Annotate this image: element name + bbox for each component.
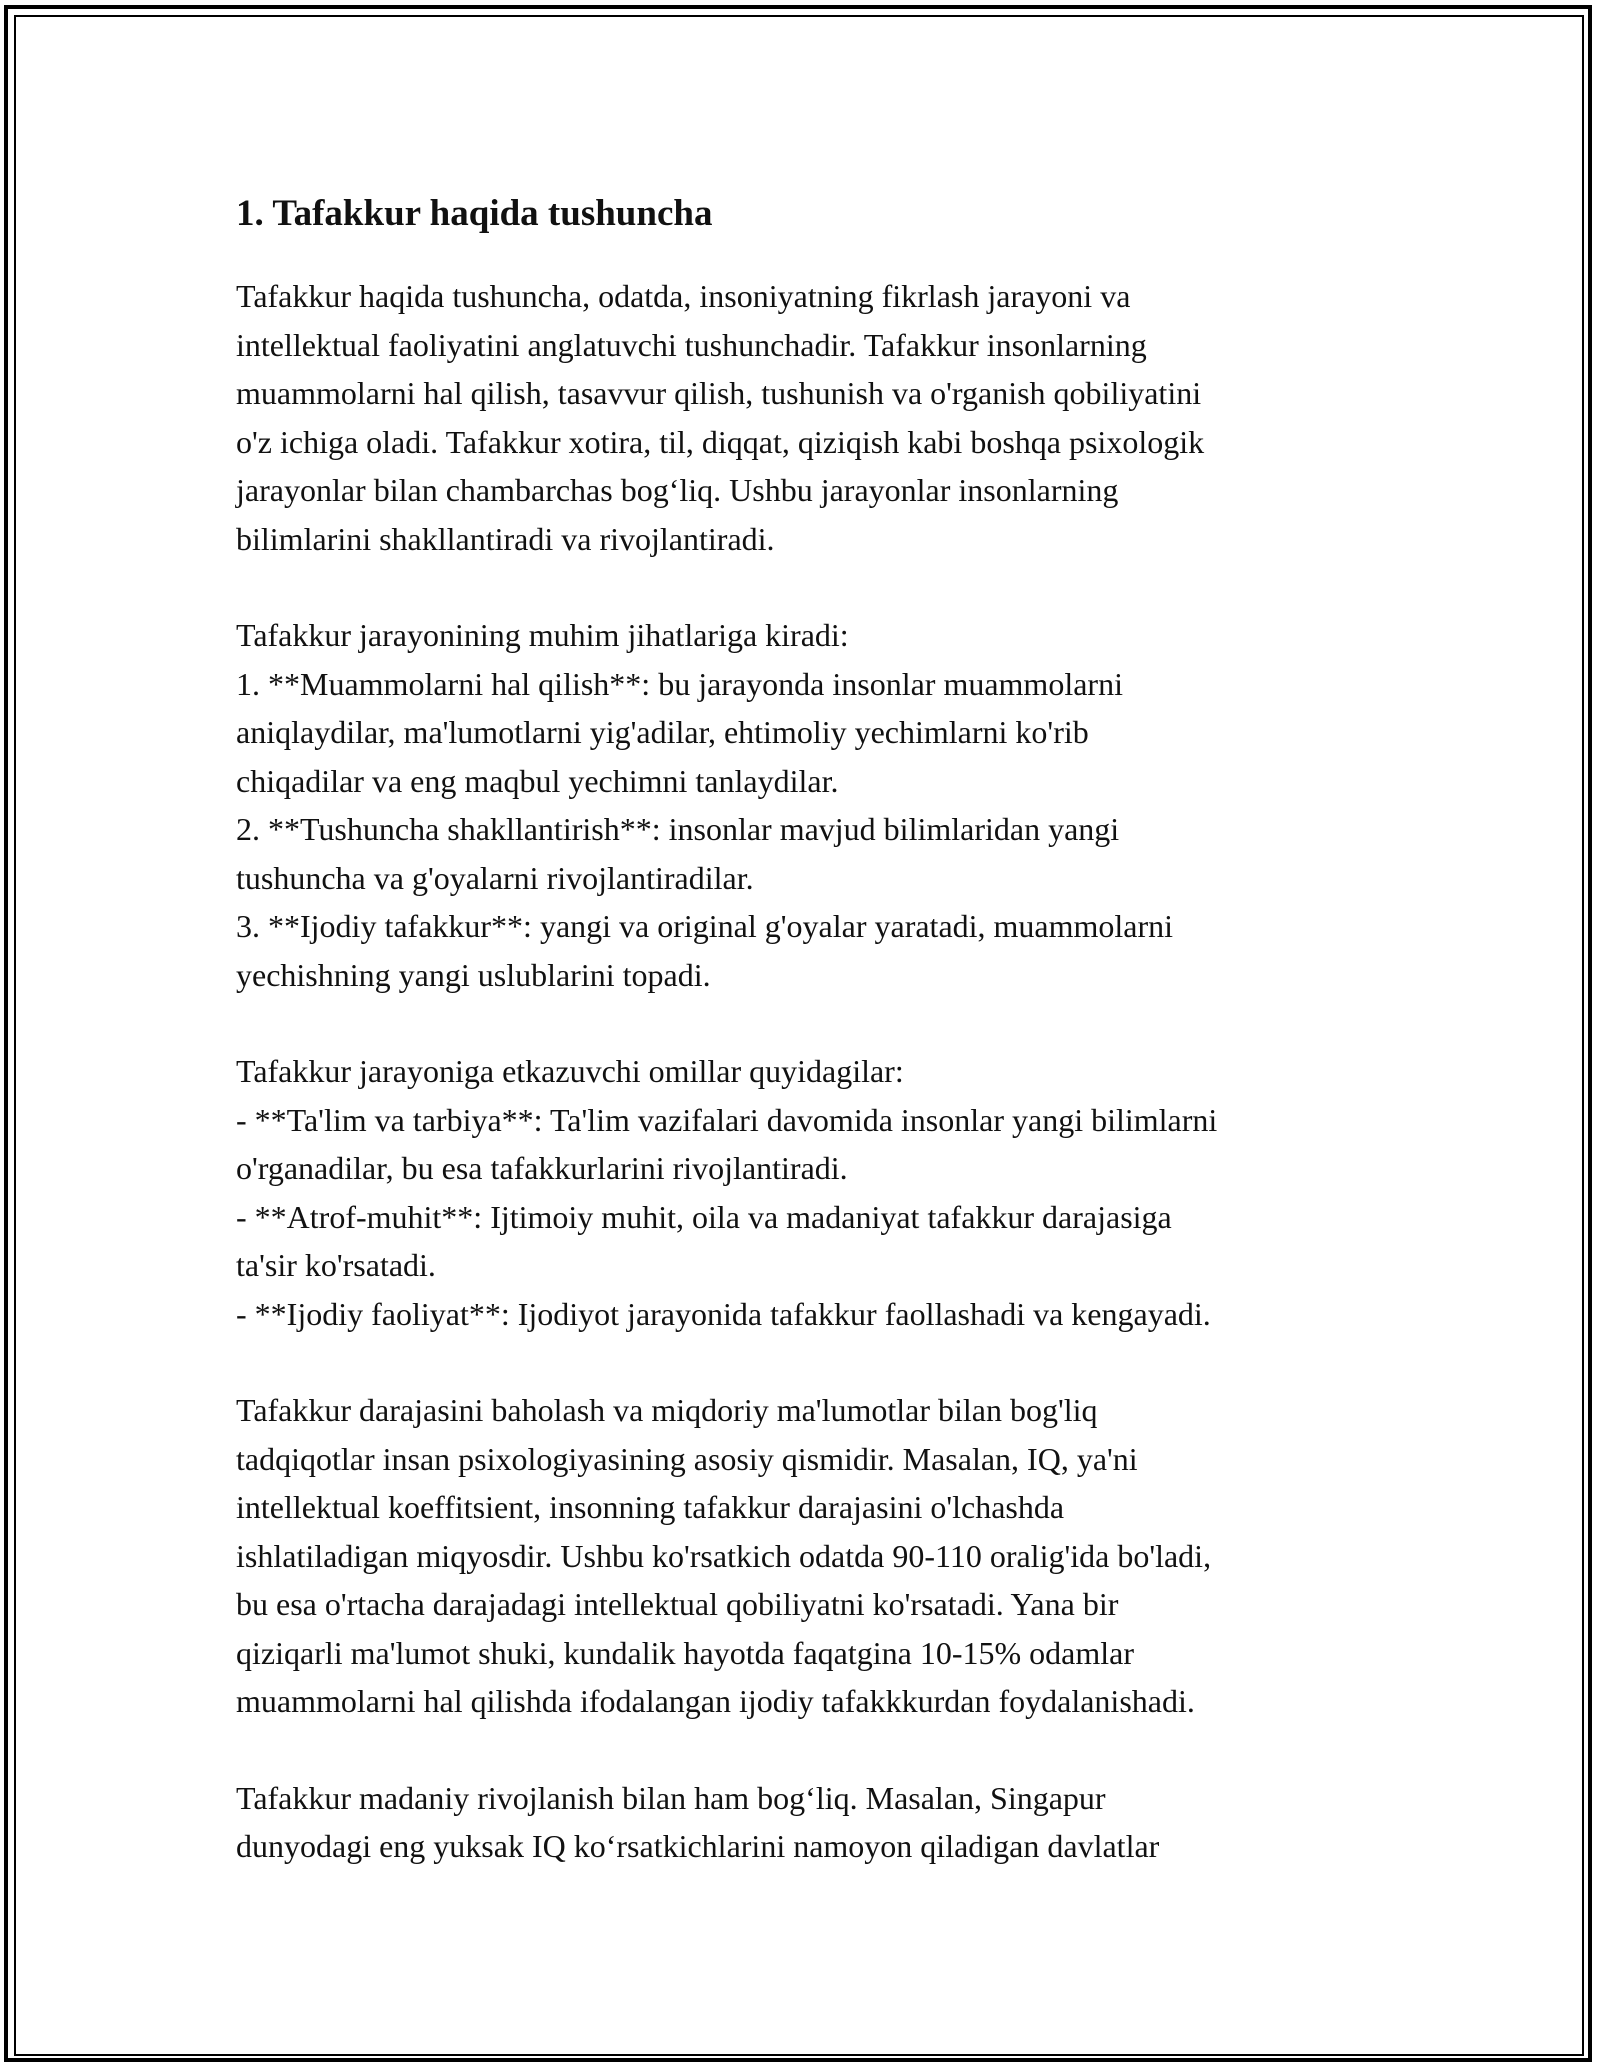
text-line: qiziqarli ma'lumot shuki, kundalik hayotda faqatgina 10-15% odamlar bbox=[236, 1634, 1134, 1671]
text-line: tadqiqotlar insan psixologiyasining asosiy qismidir. Masalan, IQ, ya'ni bbox=[236, 1440, 1138, 1477]
paragraph-intro bbox=[236, 272, 1396, 563]
text-line: tushuncha va g'oyalarni rivojlantiradilar. bbox=[236, 859, 754, 896]
text-line: dunyodagi eng yuksak IQ ko‘rsatkichlarini namoyon qiladigan davlatlar bbox=[236, 1828, 1160, 1864]
text-line: chiqadilar va eng maqbul yechimni tanlaydilar. bbox=[236, 762, 839, 799]
text-line: jarayonlar bilan chambarchas bog‘liq. Ushbu jarayonlar insonlarning bbox=[236, 472, 1119, 508]
text-line: - **Ijodiy faoliyat**: Ijodiyot jarayonida tafakkur faollashadi va kengayadi. bbox=[236, 1295, 1211, 1332]
text-line: intellektual koeffitsient, insonning tafakkur darajasini o'lchashda bbox=[236, 1489, 1065, 1525]
text-line: Tafakkur jarayoniga etkazuvchi omillar quyidagilar: bbox=[236, 1053, 904, 1089]
text-line: bu esa o'rtacha darajadagi intellektual qobiliyatni ko'rsatadi. Yana bir bbox=[236, 1586, 1119, 1622]
text-line: 3. **Ijodiy tafakkur**: yangi va original g'oyalar yaratadi, muammolarni bbox=[236, 908, 1174, 944]
document-body bbox=[236, 184, 1396, 1919]
text-line: Tafakkur jarayonining muhim jihatlariga kiradi: bbox=[236, 617, 849, 653]
text-line: bilimlarini shakllantiradi va rivojlantiradi. bbox=[236, 520, 775, 557]
text-line: ta'sir ko'rsatadi. bbox=[236, 1247, 436, 1283]
text-line: 2. **Tushuncha shakllantirish**: insonlar mavjud bilimlaridan yangi bbox=[236, 811, 1120, 847]
text-line: ishlatiladigan miqyosdir. Ushbu ko'rsatkich odatda 90-110 oralig'ida bo'ladi, bbox=[236, 1537, 1212, 1574]
text-line: - **Atrof-muhit**: Ijtimoiy muhit, oila va madaniyat tafakkur darajasiga bbox=[236, 1198, 1172, 1235]
paragraph-assessment bbox=[236, 1386, 1396, 1726]
text-line: - **Ta'lim va tarbiya**: Ta'lim vazifalari davomida insonlar yangi bilimlarni bbox=[236, 1101, 1218, 1138]
text-line: Tafakkur darajasini baholash va miqdoriy ma'lumotlar bilan bog'liq bbox=[236, 1392, 1098, 1428]
text-line: Tafakkur madaniy rivojlanish bilan ham bog‘liq. Masalan, Singapur bbox=[236, 1779, 1106, 1816]
text-line: o'z ichiga oladi. Tafakkur xotira, til, diqqat, qiziqish kabi boshqa psixologik bbox=[236, 423, 1205, 460]
text-line: Tafakkur haqida tushuncha, odatda, insoniyatning fikrlash jarayoni va bbox=[236, 278, 1131, 314]
paragraph-factors bbox=[236, 1047, 1396, 1338]
text-line: yechishning yangi uslublarini topadi. bbox=[236, 956, 711, 993]
text-line: aniqlaydilar, ma'lumotlarni yig'adilar, ehtimoliy yechimlarni ko'rib bbox=[236, 714, 1089, 750]
paragraph-culture bbox=[236, 1774, 1396, 1871]
text-line: muammolarni hal qilish, tasavvur qilish, tushunish va o'rganish qobiliyatini bbox=[236, 375, 1202, 411]
text-line: 1. **Muammolarni hal qilish**: bu jarayonda insonlar muammolarni bbox=[236, 665, 1123, 702]
text-line: intellektual faoliyatini anglatuvchi tushunchadir. Tafakkur insonlarning bbox=[236, 326, 1147, 363]
text-line: muammolarni hal qilishda ifodalangan ijodiy tafakkkurdan foydalanishadi. bbox=[236, 1683, 1195, 1719]
text-line: o'rganadilar, bu esa tafakkurlarini rivojlantiradi. bbox=[236, 1150, 848, 1186]
section-title: 1. Tafakkur haqida tushuncha bbox=[236, 193, 713, 234]
paragraph-aspects bbox=[236, 611, 1396, 999]
